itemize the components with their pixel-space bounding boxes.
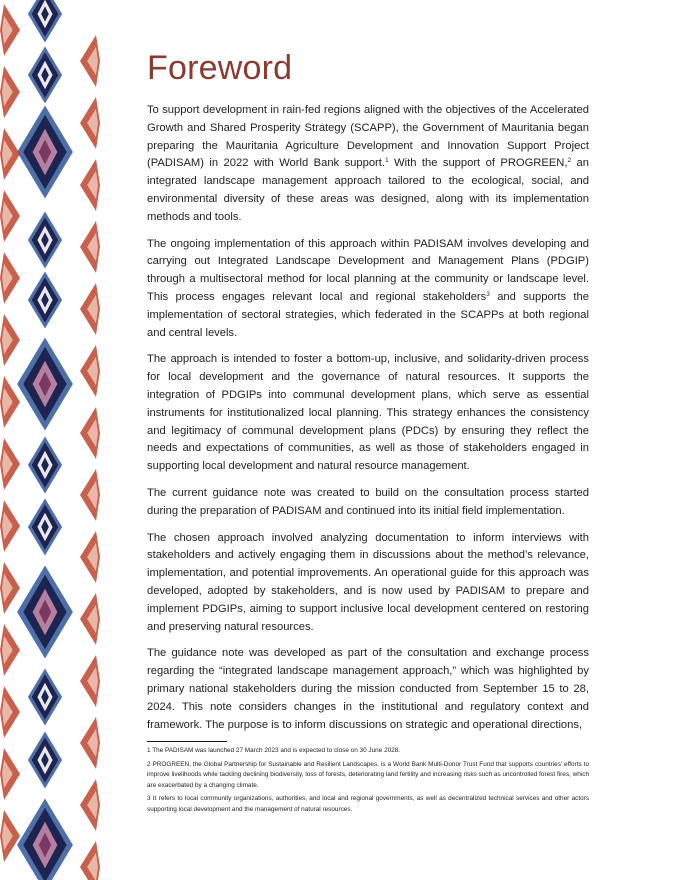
page-title: Foreword <box>147 49 293 87</box>
footnote-ref-2: 2 <box>567 157 572 165</box>
footnote-3: 3 It refers to local community organizations, authorities, and local and regional governments, as well as decentralized technical services and other actors supporting local development and the management of natural resources. <box>147 795 589 813</box>
footnotes <box>147 741 589 819</box>
paragraph-1: To support development in rain-fed regions aligned with the objectives of the Accelerated Growth and Shared Prosperity Strategy (SCAPP), the Government of Mauritania began preparing the Mauritania Agriculture Development and Innovation Support Project (PADISAM) in 2022 with World Bank support.$^1$ With the support of PROGREEN,$^2$ an integrated landscape management approach tailored to the ecological, social, and environmental diversity of these areas was designed, along with its implementation methods and tools. <box>147 104 590 223</box>
footnote-ref-1: 1 <box>385 157 389 165</box>
footnote-ref-3: 3 <box>486 290 490 298</box>
paragraph-4: The current guidance note was created to build on the consultation process started during the preparation of PADISAM and continued into its initial field implementation. <box>147 486 589 517</box>
footnote-divider <box>147 741 227 742</box>
paragraph-6: The guidance note was developed as part of the consultation and exchange process regarding the “integrated landscape management approach,” which was highlighted by primary national stakeholders during the mission conducted from September 15 to 28, 2024. This note considers changes in the institutional and regulatory context and framework. The purpose is to inform discussions on strategic and operational directions, <box>147 647 589 731</box>
footnote-2: 2 PROGREEN, the Global Partnership for Sustainable and Resilient Landscapes, is a World Bank Multi-Donor Trust Fund that supports countries’ efforts to improve livelihoods while tackling declining biodiversity, loss of forests, deteriorating land fertility and increasing risks such as uncontrolled forest fires, which are exacerbated by a changing climate. <box>147 760 589 789</box>
ikat-pattern-graphic <box>0 0 102 880</box>
paragraph-3: The approach is intended to foster a bottom-up, inclusive, and solidarity-driven process for local development and the governance of natural resources. It supports the integration of PDGIPs into communal development plans, which serve as essential instruments for institutionalized local planning. This strategy enhances the consistency and legitimacy of communal development plans (PDCs) by ensuring they reflect the needs and expectations of communities, as well as those of stakeholders engaged in supporting local development and natural resource management. <box>147 353 589 473</box>
paragraph-5: The chosen approach involved analyzing documentation to inform interviews with stakeholders and actively engaging them in discussions about the method’s relevance, implementation, and potential improvements. An operational guide for this approach was developed, adopted by stakeholders, and is now used by PADISAM to prepare and implement PDGIPs, aiming to support inclusive local development centered on restoring and preserving natural resources. <box>147 531 589 633</box>
paragraph-2: The ongoing implementation of this approach within PADISAM involves developing and carrying out Integrated Landscape Development and Management Plans (PDGIP) through a multisectoral method for local planning at the community or landscape level. This process engages relevant local and regional stakeholders$^3$ and supports the implementation of sectoral strategies, which federated in the SCAPPs at both regional and central levels. <box>147 237 589 339</box>
ikat-pattern-border <box>0 0 102 880</box>
footnote-1: 1 The PADISAM was launched 27 March 2023 and is expected to close on 30 June 2028. <box>147 747 401 754</box>
foreword-body <box>147 48 589 743</box>
